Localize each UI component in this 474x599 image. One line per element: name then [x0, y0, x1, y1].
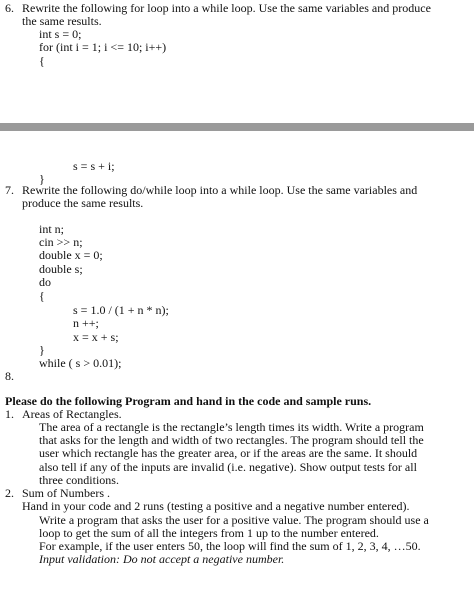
q7-code-line: cin >> n; — [39, 235, 83, 249]
item1-title: Areas of Rectangles. — [22, 407, 122, 421]
item1-text-line: user which rectangle has the greater area, or if the areas are the same. It should — [39, 446, 418, 460]
q7-code-line: } — [39, 343, 45, 357]
item2-validation: Input validation: Do not accept a negative number. — [39, 552, 285, 566]
q6-number: 6. — [5, 1, 14, 15]
q6-line1: Rewrite the following for loop into a while loop. Use the same variables and produce — [22, 1, 431, 15]
q7-number: 7. — [5, 183, 14, 197]
item1-text-line: also tell if any of the inputs are invalid (i.e. negative). Show output tests for all — [39, 460, 417, 474]
item2-text-line: loop to get the sum of all the integers from 1 up to the number entered. — [39, 526, 379, 540]
q7-code-line: { — [39, 289, 45, 303]
item2-text-line: Write a program that asks the user for a positive value. The program should use a — [39, 513, 429, 527]
page-divider — [0, 123, 474, 131]
item1-text-line: three conditions. — [39, 473, 119, 487]
q7-code-line: double s; — [39, 262, 83, 276]
q7-code-line: do — [39, 275, 51, 289]
q7-line2: produce the same results. — [22, 196, 144, 210]
q8-number: 8. — [5, 369, 14, 383]
item1-number: 1. — [5, 407, 14, 421]
q6-code-line: { — [39, 54, 45, 68]
program-heading: Please do the following Program and hand in the code and sample runs. — [5, 394, 372, 408]
q6-code-line: } — [39, 172, 45, 186]
item2-title: Sum of Numbers . — [22, 486, 110, 500]
q7-line1: Rewrite the following do/while loop into a while loop. Use the same variables and — [22, 183, 418, 197]
q7-code-line: n ++; — [73, 316, 99, 330]
q6-line2: the same results. — [22, 14, 102, 28]
q7-code-line: double x = 0; — [39, 248, 103, 262]
item2-text-line: For example, if the user enters 50, the loop will find the sum of 1, 2, 3, 4, …50. — [39, 539, 421, 553]
q7-code-line: x = x + s; — [73, 330, 119, 344]
item2-intro: Hand in your code and 2 runs (testing a positive and a negative number entered). — [22, 499, 410, 513]
q7-code-line: int n; — [39, 222, 65, 236]
item1-text-line: that asks for the length and width of two rectangles. The program should tell the — [39, 433, 424, 447]
q6-code-line: int s = 0; — [39, 27, 82, 41]
q6-code-line: for (int i = 1; i <= 10; i++) — [39, 40, 167, 54]
q7-code-line: while ( s > 0.01); — [39, 356, 122, 370]
q6-code-line: s = s + i; — [73, 159, 115, 173]
item1-text-line: The area of a rectangle is the rectangle’s length times its width. Write a program — [39, 420, 424, 434]
item2-number: 2. — [5, 486, 14, 500]
q7-code-line: s = 1.0 / (1 + n * n); — [73, 303, 169, 317]
